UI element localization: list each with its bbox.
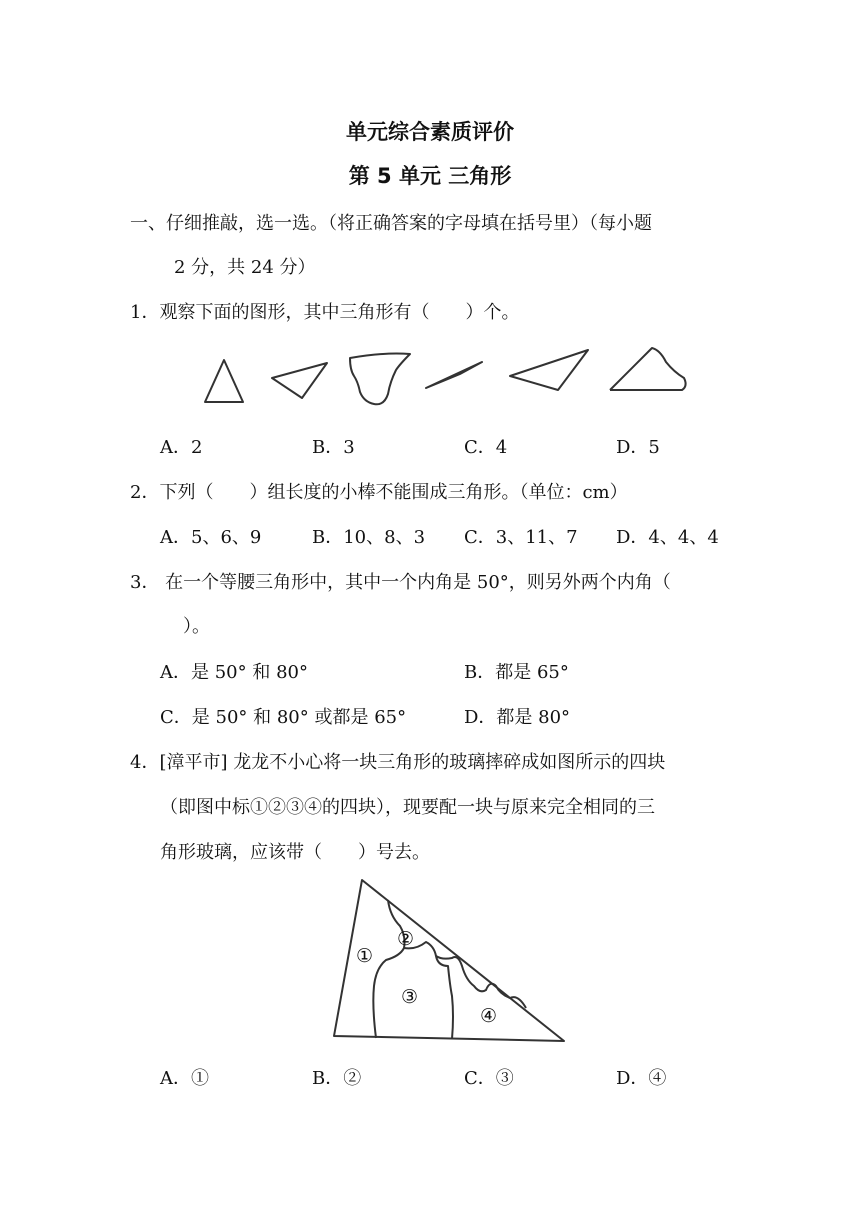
figure-curved-shape [344, 348, 414, 408]
q1-option-a[interactable]: A．2 [160, 437, 203, 458]
piece-label-2: ② [397, 928, 415, 950]
q2-option-b[interactable]: B．10、8、3 [312, 527, 426, 548]
q1-option-d[interactable]: D．5 [616, 437, 660, 458]
q1-option-b[interactable]: B．3 [312, 437, 355, 458]
figure-triangle-3 [420, 358, 488, 394]
question-1-stem: 1．观察下面的图形，其中三角形有（ ）个。 [130, 302, 520, 323]
question-4-stem-cont: （即图中标①②③④的四块），现要配一块与原来完全相同的三 [160, 797, 655, 818]
q1-option-c[interactable]: C．4 [464, 437, 508, 458]
section-heading-cont: 2 分，共 24 分） [174, 257, 316, 278]
question-2-stem: 2．下列（ ）组长度的小棒不能围成三角形。（单位：cm） [130, 482, 628, 503]
page-title: 单元综合素质评价 [346, 120, 514, 144]
q2-option-a[interactable]: A．5、6、9 [160, 527, 262, 548]
figure-triangle-4 [506, 346, 592, 396]
section-heading: 一、仔细推敲，选一选。（将正确答案的字母填在括号里）（每小题 [130, 213, 652, 234]
piece-label-4: ④ [480, 1005, 498, 1027]
q2-option-d[interactable]: D．4、4、4 [616, 527, 719, 548]
q4-option-a[interactable]: A．① [160, 1068, 209, 1089]
figure-open-shape [604, 344, 690, 394]
piece-label-3: ③ [401, 986, 419, 1008]
q4-option-d[interactable]: D．④ [616, 1068, 667, 1089]
figure-triangle-2 [268, 358, 332, 404]
question-3-stem: 3． 在一个等腰三角形中，其中一个内角是 50°，则另外两个内角（ [130, 572, 671, 593]
q4-option-c[interactable]: C．③ [464, 1068, 514, 1089]
piece-label-1: ① [356, 945, 374, 967]
q4-option-b[interactable]: B．② [312, 1068, 362, 1089]
q3-option-a[interactable]: A．是 50° 和 80° [160, 662, 308, 683]
unit-subtitle: 第 5 单元 三角形 [348, 164, 512, 188]
question-3-stem-cont: ）。 [183, 616, 210, 637]
q3-option-d[interactable]: D．都是 80° [464, 707, 571, 728]
question-4-stem: 4．[漳平市] 龙龙不小心将一块三角形的玻璃摔碎成如图所示的四块 [130, 752, 666, 773]
question-4-stem-cont2: 角形玻璃，应该带（ ）号去。 [160, 842, 430, 863]
figure-triangle-1 [200, 354, 250, 406]
q2-option-c[interactable]: C．3、11、7 [464, 527, 578, 548]
q3-option-c[interactable]: C．是 50° 和 80° 或都是 65° [160, 707, 407, 728]
q3-option-b[interactable]: B．都是 65° [464, 662, 569, 683]
